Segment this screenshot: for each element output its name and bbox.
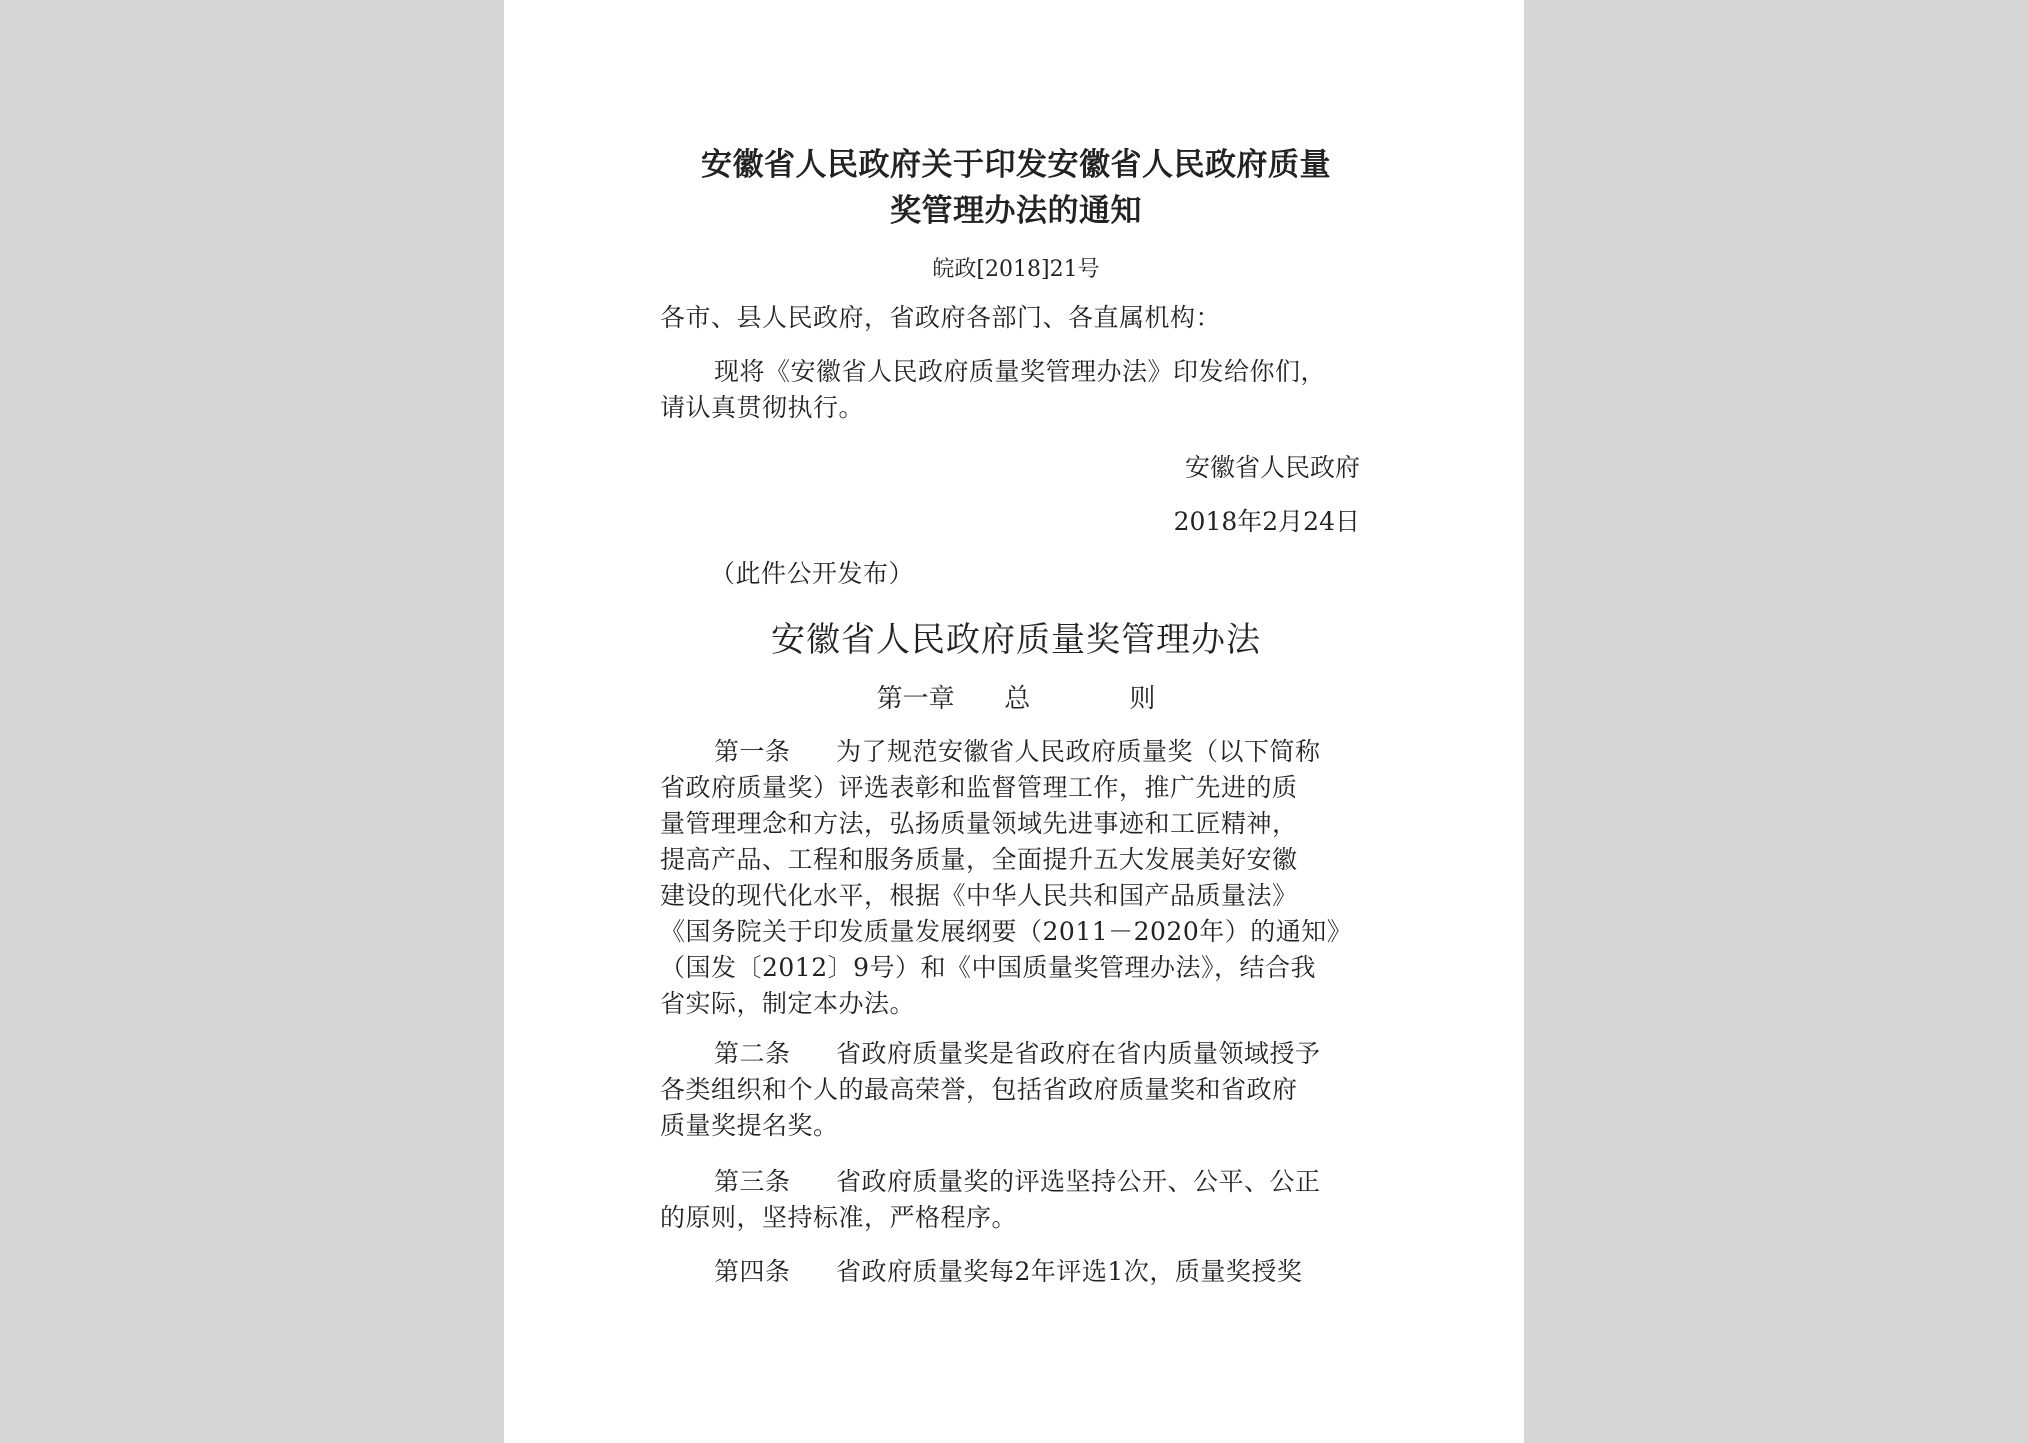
notice-body-line-1: 现将《安徽省人民政府质量奖管理办法》印发给你们， <box>714 357 1327 386</box>
notice-title-line-2: 奖管理办法的通知 <box>890 193 1142 229</box>
article-2 <box>660 1036 1372 1144</box>
article-line: 质量奖提名奖。 <box>660 1111 839 1140</box>
article-line: 省政府质量奖）评选表彰和监督管理工作，推广先进的质 <box>660 773 1298 802</box>
article-4 <box>660 1254 1372 1290</box>
notice-body-line-2: 请认真贯彻执行。 <box>660 393 865 422</box>
article-line: 《国务院关于印发质量发展纲要（2011－2020年）的通知》 <box>660 917 1353 946</box>
chapter-heading: 第一章 总 则 <box>876 684 1156 714</box>
article-line: 建设的现代化水平，根据《中华人民共和国产品质量法》 <box>660 881 1298 910</box>
article-line: （国发〔2012〕9号）和《中国质量奖管理办法》，结合我 <box>660 953 1317 982</box>
notice-title <box>660 142 1372 234</box>
document-number: 皖政[2018]21号 <box>932 257 1100 282</box>
article-3 <box>660 1164 1372 1236</box>
issue-date: 2018年2月24日 <box>1173 507 1360 536</box>
article-label: 第二条 <box>714 1039 791 1068</box>
article-line: 省政府质量奖每2年评选1次，质量奖授奖 <box>836 1257 1303 1286</box>
article-label: 第一条 <box>714 737 791 766</box>
document-page <box>504 0 1524 1443</box>
article-line: 的原则，坚持标准，严格程序。 <box>660 1203 1018 1232</box>
issuer: 安徽省人民政府 <box>1184 453 1360 482</box>
recipients: 各市、县人民政府，省政府各部门、各直属机构： <box>660 303 1222 332</box>
article-1 <box>660 734 1372 1022</box>
disclosure-note: （此件公开发布） <box>710 559 915 588</box>
article-line: 省实际，制定本办法。 <box>660 989 916 1018</box>
notice-title-line-1: 安徽省人民政府关于印发安徽省人民政府质量 <box>701 147 1331 183</box>
notice-body <box>660 354 1372 426</box>
article-line: 为了规范安徽省人民政府质量奖（以下简称 <box>836 737 1321 766</box>
article-label: 第四条 <box>714 1257 791 1286</box>
rules-title: 安徽省人民政府质量奖管理办法 <box>771 620 1261 660</box>
article-line: 各类组织和个人的最高荣誉，包括省政府质量奖和省政府 <box>660 1075 1298 1104</box>
article-line: 量管理理念和方法，弘扬质量领域先进事迹和工匠精神， <box>660 809 1298 838</box>
article-line: 省政府质量奖是省政府在省内质量领域授予 <box>836 1039 1321 1068</box>
article-line: 提高产品、工程和服务质量，全面提升五大发展美好安徽 <box>660 845 1298 874</box>
article-label: 第三条 <box>714 1167 791 1196</box>
article-line: 省政府质量奖的评选坚持公开、公平、公正 <box>836 1167 1321 1196</box>
